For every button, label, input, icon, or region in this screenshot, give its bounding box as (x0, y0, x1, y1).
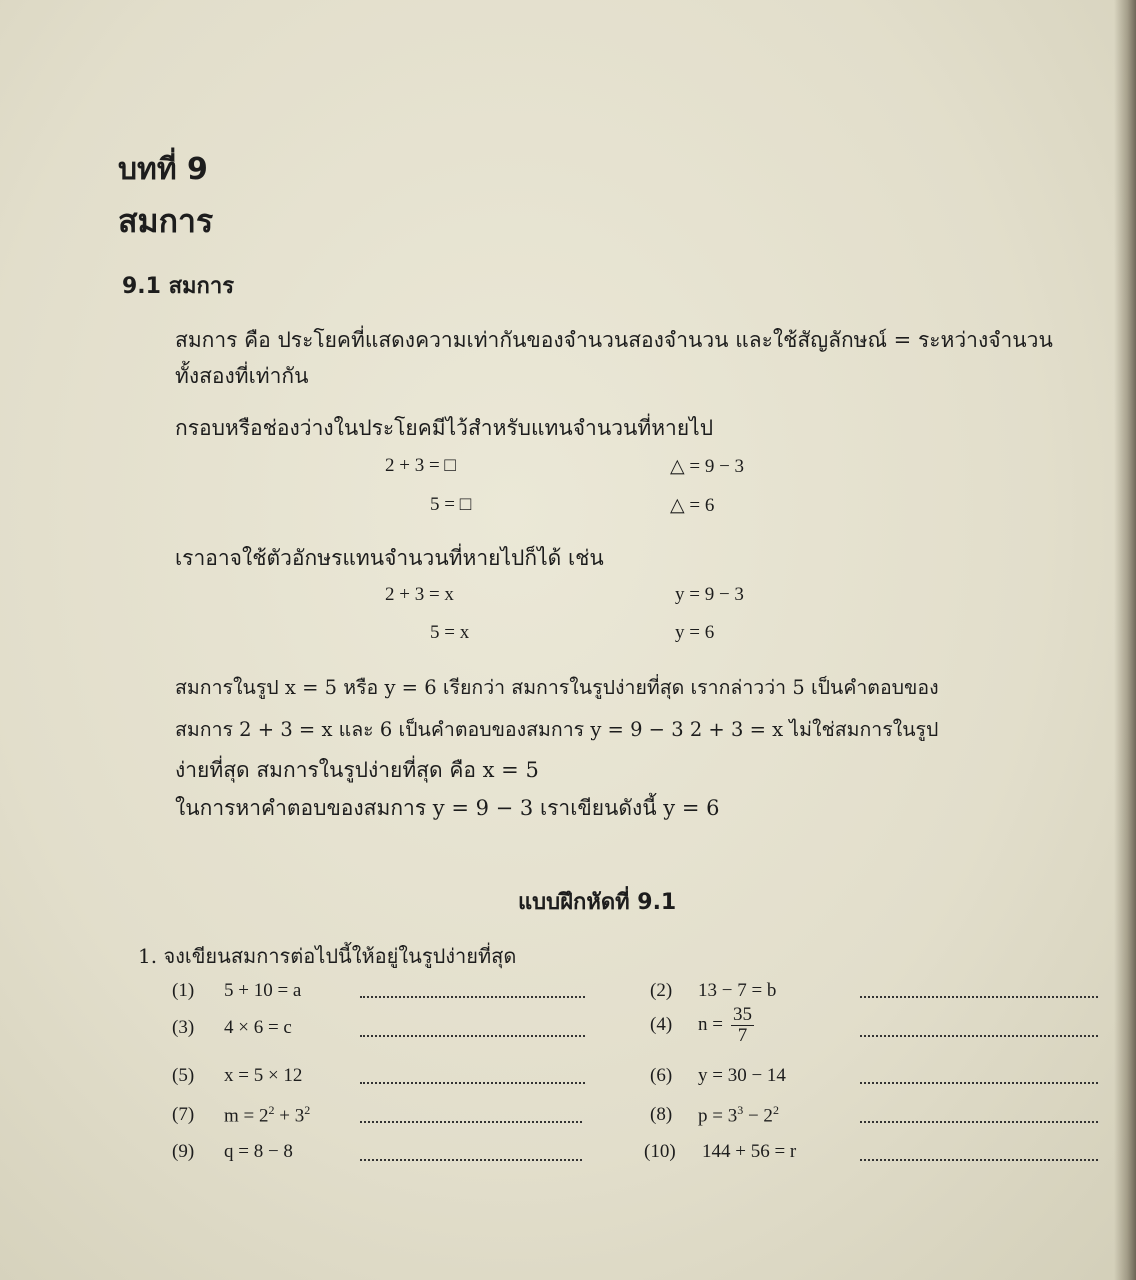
simplest-form-line-1: สมการในรูป x = 5 หรือ y = 6 เรียกว่า สมการในรูปง่ายที่สุด เรากล่าวว่า 5 เป็นคำตอบของ (175, 676, 939, 699)
exercise-item-2 (650, 980, 776, 1002)
item-expression: 13 − 7 = b (698, 980, 777, 1001)
box-intro-text: กรอบหรือช่องว่างในประโยคมีไว้สำหรับแทนจำนวนที่หายไป (175, 416, 714, 440)
exercise-item-6 (650, 1065, 786, 1087)
definition-line-2: ทั้งสองที่เท่ากัน (175, 364, 309, 388)
simplest-form-line-2: สมการ 2 + 3 = x และ 6 เป็นคำตอบของสมการ y = 9 − 3 2 + 3 = x ไม่ใช่สมการในรูป (175, 718, 939, 741)
item-number: (8) (650, 1104, 673, 1126)
item-expression: 144 + 56 = r (702, 1141, 797, 1162)
answer-blank-3[interactable] (360, 1035, 585, 1037)
answer-blank-8[interactable] (860, 1121, 1098, 1123)
definition-line-1: สมการ คือ ประโยคที่แสดงความเท่ากันของจำนวนสองจำนวน และใช้สัญลักษณ์ = ระหว่างจำนวน (175, 328, 1053, 352)
letter-example-left-2: 5 = x (430, 622, 470, 643)
item-expression: $p = 3^3 - 2^2$ (698, 1103, 779, 1127)
item-expression: $m = 2^2 + 3^2$ (224, 1103, 311, 1127)
exercise-item-8 (650, 1103, 779, 1127)
box-example-left-1: 2 + 3 = □ (385, 455, 456, 476)
answer-blank-6[interactable] (860, 1082, 1098, 1084)
letter-example-left-1: 2 + 3 = x (385, 584, 454, 605)
simplest-form-line-3: ง่ายที่สุด สมการในรูปง่ายที่สุด คือ x = 5 (175, 758, 539, 782)
exercise-question: 1. จงเขียนสมการต่อไปนี้ให้อยู่ในรูปง่ายที่สุด (138, 944, 517, 968)
item-expression: q = 8 − 8 (224, 1141, 293, 1162)
item-number: (1) (172, 980, 195, 1001)
item-expression: 4 × 6 = c (224, 1017, 292, 1038)
answer-blank-7[interactable] (360, 1121, 582, 1123)
box-example-right-1: △ = 9 − 3 (670, 456, 745, 477)
answer-blank-4[interactable] (860, 1035, 1098, 1037)
fraction-denominator: 7 (737, 1024, 748, 1046)
item-number: (2) (650, 980, 673, 1001)
item-expression: x = 5 × 12 (224, 1065, 303, 1086)
answer-blank-10[interactable] (860, 1159, 1098, 1161)
page-edge-shadow (1114, 0, 1136, 1280)
item-expression: 5 + 10 = a (224, 980, 302, 1001)
item-expression: y = 30 − 14 (698, 1065, 786, 1086)
item-number: (7) (172, 1104, 195, 1126)
item-number: (4) (650, 1014, 673, 1036)
box-example-right-2: △ = 6 (670, 495, 715, 516)
exercise-item-9 (172, 1141, 293, 1163)
answer-blank-9[interactable] (360, 1159, 582, 1161)
fraction (731, 1005, 754, 1046)
answer-blank-5[interactable] (360, 1082, 585, 1084)
box-example-left-2: 5 = □ (430, 494, 472, 515)
exercise-title: แบบฝึกหัดที่ 9.1 (518, 890, 677, 915)
item-number: (10) (644, 1141, 676, 1162)
simplest-form-line-4: ในการหาคำตอบของสมการ y = 9 − 3 เราเขียนดังนี้ y = 6 (175, 796, 720, 820)
letter-intro-text: เราอาจใช้ตัวอักษรแทนจำนวนที่หายไปก็ได้ เช่น (175, 546, 604, 570)
section-title: 9.1 สมการ (122, 274, 235, 299)
exercise-item-10 (644, 1141, 796, 1163)
exercise-item-7 (172, 1103, 310, 1127)
chapter-title: สมการ (118, 202, 214, 240)
answer-blank-2[interactable] (860, 996, 1098, 998)
item-number: (3) (172, 1017, 195, 1038)
letter-example-right-1: y = 9 − 3 (675, 584, 744, 605)
letter-example-right-2: y = 6 (675, 622, 715, 643)
exercise-item-1 (172, 980, 301, 1002)
exercise-item-5 (172, 1065, 302, 1087)
item-number: (5) (172, 1065, 195, 1086)
exercise-item-3 (172, 1017, 292, 1039)
item-number: (9) (172, 1141, 195, 1162)
item-expression-lhs: n = (698, 1014, 723, 1036)
answer-blank-1[interactable] (360, 996, 585, 998)
exercise-item-4 (650, 1005, 754, 1046)
chapter-number: บทที่ 9 (118, 152, 208, 187)
item-number: (6) (650, 1065, 673, 1086)
fraction-numerator: 35 (732, 1004, 752, 1025)
